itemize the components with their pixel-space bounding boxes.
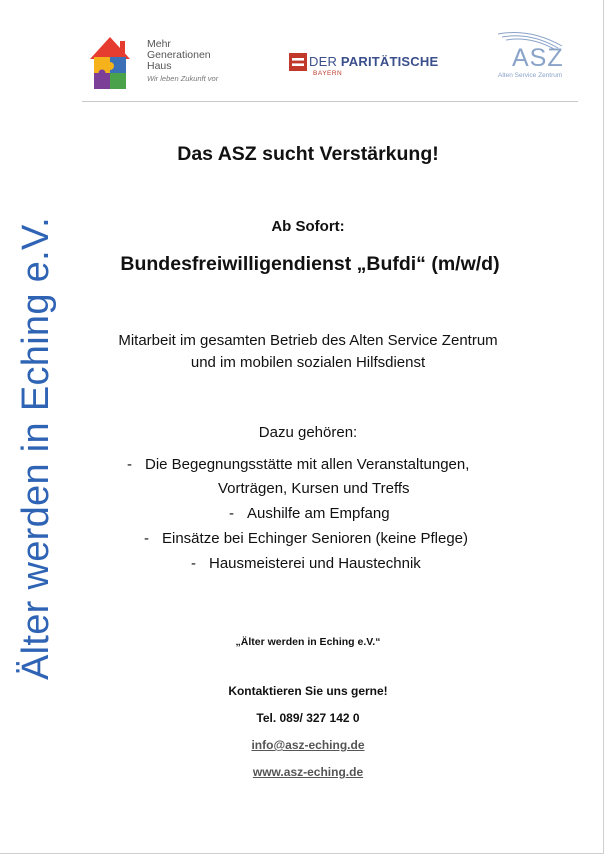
paritaetische-bold: PARITÄTISCHE <box>340 54 439 69</box>
mgh-line1: Mehr <box>147 38 171 50</box>
asz-sub: Alten Service Zentrum <box>498 72 563 79</box>
task-text: Einsätze bei Echinger Senioren (keine Pflege) <box>162 530 469 547</box>
task-text: Aushilfe am Empfang <box>247 505 390 522</box>
house-puzzle-icon <box>84 33 144 91</box>
task-item <box>144 530 468 547</box>
website-link[interactable]: www.asz-eching.de <box>252 765 364 779</box>
start-label: Ab Sofort: <box>271 218 345 235</box>
intro-line1: Mitarbeit im gesamten Betrieb des Alten Service Zentrum <box>118 332 498 349</box>
task-item <box>229 505 390 522</box>
bullet-dash: - <box>127 456 132 473</box>
organization-name: „Älter werden in Eching e.V.“ <box>235 636 381 648</box>
mehrgenerationenhaus-logo <box>84 33 234 91</box>
position-title: Bundesfreiwilligendienst „Bufdi“ (m/w/d) <box>120 253 500 275</box>
equals-mark-icon <box>289 53 307 71</box>
paritaetische-prefix: DER <box>309 54 341 69</box>
task-text: Hausmeisterei und Haustechnik <box>209 555 421 572</box>
bullet-dash: - <box>229 505 234 522</box>
asz-logo <box>494 30 566 82</box>
paritaetische-sub: BAYERN <box>313 70 343 77</box>
task-item <box>127 456 469 473</box>
headline: Das ASZ sucht Verstärkung! <box>177 143 439 165</box>
header-divider <box>82 101 578 102</box>
contact-heading: Kontaktieren Sie uns gerne! <box>228 684 388 698</box>
asz-letters: ASZ <box>512 44 564 72</box>
bullet-dash: - <box>144 530 149 547</box>
task-item <box>191 555 421 572</box>
side-text: Älter werden in Eching e.V. <box>15 217 57 680</box>
mgh-line2: Generationen <box>147 49 211 61</box>
paritaetische-logo <box>287 50 447 80</box>
task-text: Vorträgen, Kursen und Treffs <box>218 480 410 497</box>
email-container <box>80 738 536 752</box>
intro-text <box>70 330 546 374</box>
email-link[interactable]: info@asz-eching.de <box>251 738 365 752</box>
phone-number: Tel. 089/ 327 142 0 <box>256 711 360 725</box>
website-container <box>80 765 536 779</box>
paritaetische-name <box>309 54 438 69</box>
tasks-heading: Dazu gehören: <box>258 424 358 441</box>
task-item-continuation <box>218 480 410 497</box>
mgh-text <box>147 39 218 84</box>
intro-line2: und im mobilen sozialen Hilfsdienst <box>190 354 426 371</box>
task-text: Die Begegnungsstätte mit allen Veranstaltungen, <box>145 456 470 473</box>
bullet-dash: - <box>191 555 196 572</box>
mgh-line3: Haus <box>147 60 172 72</box>
mgh-tagline: Wir leben Zukunft vor <box>147 74 219 83</box>
